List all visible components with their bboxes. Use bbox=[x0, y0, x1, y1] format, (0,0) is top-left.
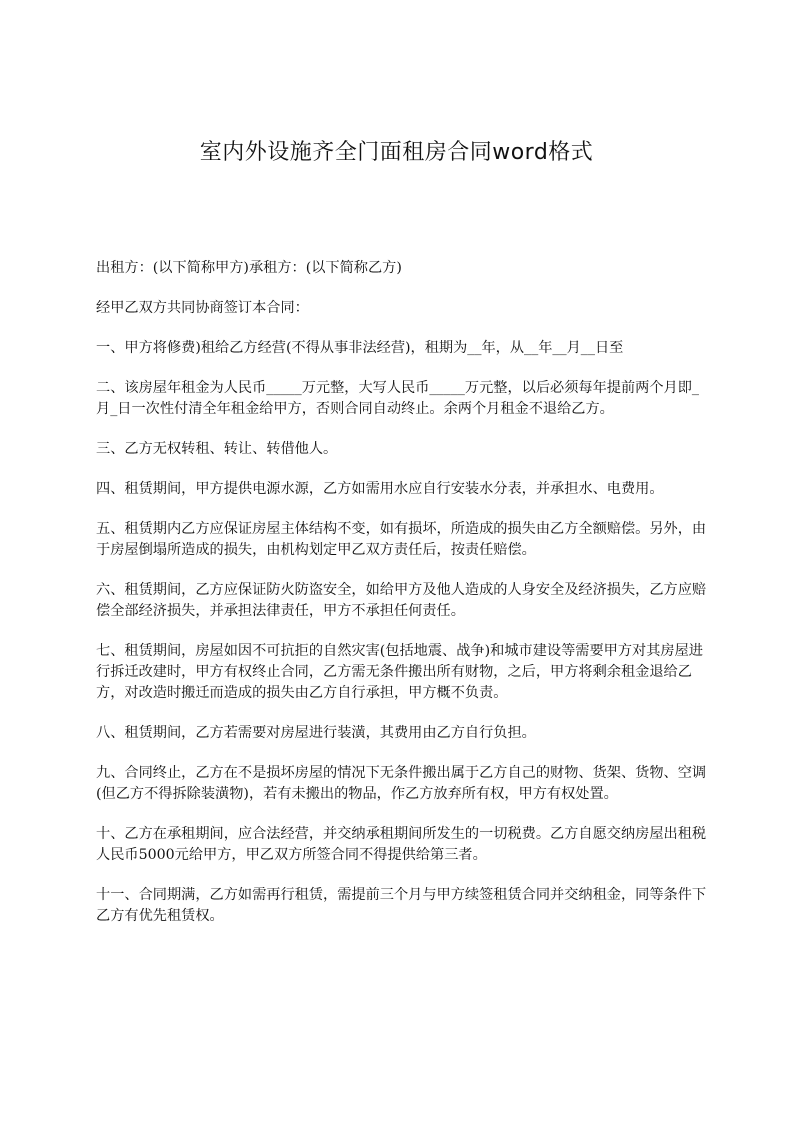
clause-7: 七、租赁期间，房屋如因不可抗拒的自然灾害(包括地震、战争)和城市建设等需要甲方对其房屋进行拆迁改建时，甲方有权终止合同，乙方需无条件搬出所有财物，之后，甲方将剩余租金退给乙方，对改造时搬迁而造成的损失由乙方自行承担，甲方概不负责。 bbox=[96, 643, 703, 701]
clause-5: 五、租赁期内乙方应保证房屋主体结构不变，如有损坏，所造成的损失由乙方全额赔偿。另外，由于房屋倒塌所造成的损失，由机构划定甲乙双方责任后，按责任赔偿。 bbox=[96, 521, 707, 558]
clause-10: 十、乙方在承租期间，应合法经营，并交纳承租期间所发生的一切税费。乙方自愿交纳房屋出租税人民币5000元给甲方，甲乙双方所签合同不得提供给第三者。 bbox=[96, 826, 707, 863]
document-title: 室内外设施齐全门面租房合同word格式 bbox=[199, 140, 594, 165]
paragraph-parties: 出租方：(以下简称甲方)承租方：(以下简称乙方) bbox=[96, 260, 402, 276]
contract-body bbox=[96, 258, 712, 946]
clause-9: 九、合同终止，乙方在不是损坏房屋的情况下无条件搬出属于乙方自己的财物、货架、货物、空调(但乙方不得拆除装潢物)，若有未搬出的物品，作乙方放弃所有权，甲方有权处置。 bbox=[96, 765, 707, 802]
clause-1: 一、甲方将修费)租给乙方经营(不得从事非法经营)，租期为__年，从__年__月__日至 bbox=[96, 340, 624, 356]
clause-8: 八、租赁期间，乙方若需要对房屋进行装潢，其费用由乙方自行负担。 bbox=[96, 725, 536, 741]
clause-4: 四、租赁期间，甲方提供电源水源，乙方如需用水应自行安装水分表，并承担水、电费用。 bbox=[96, 481, 664, 497]
paragraph-preamble: 经甲乙双方共同协商签订本合同： bbox=[96, 300, 309, 316]
clause-2: 二、该房屋年租金为人民币_____万元整，大写人民币_____万元整，以后必须每年提前两个月即_月_日一次性付清全年租金给甲方，否则合同自动终止。余两个月租金不退给乙方。 bbox=[96, 380, 699, 417]
clause-6: 六、租赁期间，乙方应保证防火防盗安全，如给甲方及他人造成的人身安全及经济损失，乙方应赔偿全部经济损失，并承担法律责任，甲方不承担任何责任。 bbox=[96, 582, 707, 619]
clause-11: 十一、合同期满，乙方如需再行租赁，需提前三个月与甲方续签租赁合同并交纳租金，同等条件下乙方有优先租赁权。 bbox=[96, 887, 707, 924]
clause-3: 三、乙方无权转租、转让、转借他人。 bbox=[96, 441, 338, 457]
